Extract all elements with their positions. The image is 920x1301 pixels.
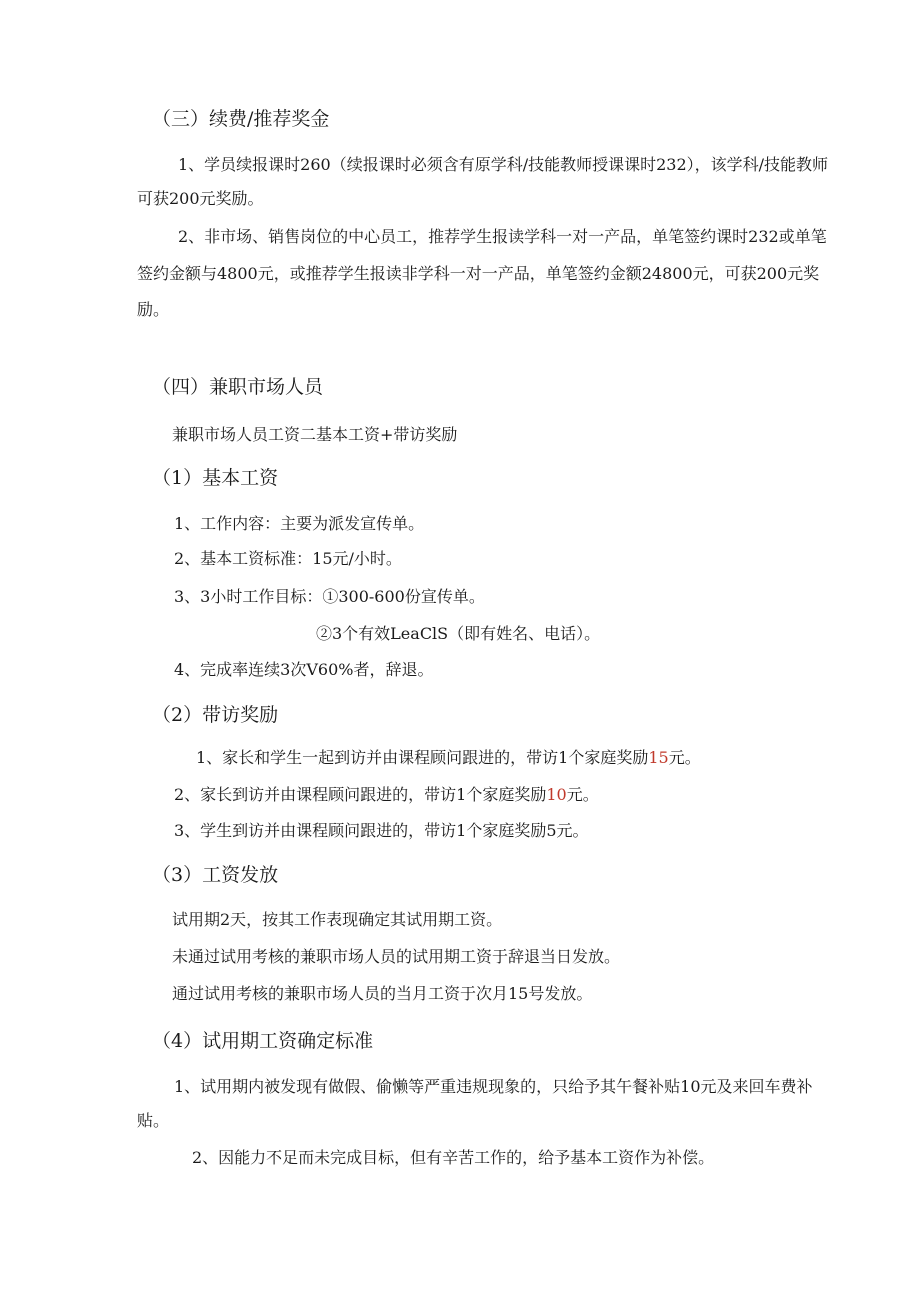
section3-item1-line1: 1、学员续报课时260（续报课时必须含有原学科/技能教师授课课时232），该学科/技能教师 [178, 155, 829, 174]
probation-item2: 2、因能力不足而未完成目标，但有辛苦工作的，给予基本工资作为补偿。 [192, 1148, 715, 1167]
basic-wage-item: ②3个有效LeaClS（即有姓名、电话）。 [316, 624, 601, 643]
visit-reward-amount: 15 [648, 748, 669, 767]
probation-standard-heading: （4）试用期工资确定标准 [152, 1030, 374, 1052]
visit-reward-heading: （2）带访奖励 [152, 704, 279, 726]
visit-reward-text: 元。 [566, 785, 599, 804]
section4-formula: 兼职市场人员工资二基本工资+带访奖励 [172, 425, 458, 444]
section3-item1-line2: 可获200元奖励。 [137, 189, 264, 208]
visit-reward-text: 1、家长和学生一起到访并由课程顾问跟进的，带访1个家庭奖励 [196, 748, 649, 767]
visit-reward-item-2 [174, 787, 599, 803]
visit-reward-text: 元。 [668, 748, 701, 767]
visit-reward-text: 2、家长到访并由课程顾问跟进的，带访1个家庭奖励 [174, 785, 547, 804]
basic-wage-heading: （1）基本工资 [152, 467, 279, 489]
basic-wage-item: 4、完成率连续3次V60%者，辞退。 [174, 660, 434, 679]
section3-item2-line2: 签约金额与4800元，或推荐学生报读非学科一对一产品，单笔签约金额24800元，可获200元奖 [137, 264, 820, 283]
basic-wage-item: 1、工作内容：主要为派发宣传单。 [174, 514, 425, 533]
probation-item1-line2: 贴。 [137, 1111, 170, 1130]
section3-item2-line1: 2、非市场、销售岗位的中心员工，推荐学生报读学科一对一产品，单笔签约课时232或单笔 [178, 227, 827, 246]
visit-reward-item-1 [196, 750, 701, 766]
basic-wage-item: 3、3小时工作目标：①300-600份宣传单。 [174, 587, 485, 606]
probation-item1-line1: 1、试用期内被发现有做假、偷懒等严重违规现象的，只给予其午餐补贴10元及来回车费补 [174, 1077, 813, 1096]
section3-heading: （三）续费/推荐奖金 [152, 108, 330, 130]
section3-item2-line3: 励。 [137, 300, 170, 319]
visit-reward-amount: 10 [546, 785, 567, 804]
wage-payment-line: 试用期2天，按其工作表现确定其试用期工资。 [172, 910, 503, 929]
section4-heading: （四）兼职市场人员 [152, 376, 324, 398]
wage-payment-line: 通过试用考核的兼职市场人员的当月工资于次月15号发放。 [172, 984, 593, 1003]
wage-payment-heading: （3）工资发放 [152, 864, 279, 886]
wage-payment-line: 未通过试用考核的兼职市场人员的试用期工资于辞退当日发放。 [172, 947, 621, 966]
visit-reward-item-3: 3、学生到访并由课程顾问跟进的，带访1个家庭奖励5元。 [174, 821, 589, 840]
basic-wage-item: 2、基本工资标准：15元/小时。 [174, 549, 402, 568]
